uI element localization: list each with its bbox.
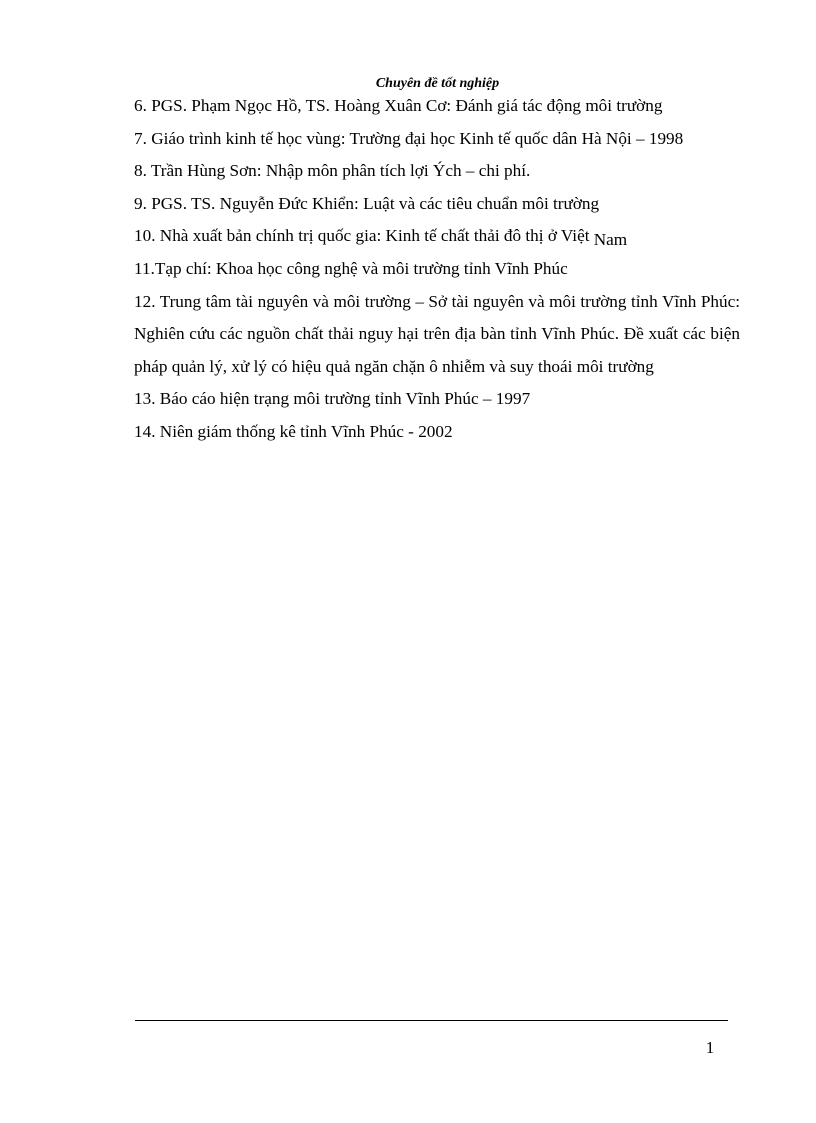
reference-item <box>134 220 740 253</box>
reference-item-tail: Nam <box>593 230 628 250</box>
reference-item: 13. Báo cáo hiện trạng môi trường tỉnh Vĩnh Phúc – 1997 <box>134 389 531 409</box>
reference-item: 8. Trần Hùng Sơn: Nhập môn phân tích lợi Ých – chi phí. <box>134 161 531 181</box>
reference-item: 7. Giáo trình kinh tế học vùng: Trường đại học Kinh tế quốc dân Hà Nội – 1998 <box>134 128 684 148</box>
reference-list <box>134 90 740 449</box>
reference-item: 14. Niên giám thống kê tỉnh Vĩnh Phúc - 2002 <box>134 421 453 441</box>
reference-item: 12. Trung tâm tài nguyên và môi trường – Sở tài nguyên và môi trường tỉnh Vĩnh Phúc: Nghiên cứu các nguồn chất thải nguy hại trên địa bàn tỉnh Vĩnh Phúc. Đề xuất các biện pháp quản lý, xử lý có hiệu quả ngăn chặn ô nhiễm và suy thoái môi trường <box>134 291 740 376</box>
reference-item: 11.Tạp chí: Khoa học công nghệ và môi trường tỉnh Vĩnh Phúc <box>134 258 568 278</box>
reference-item: 6. PGS. Phạm Ngọc Hồ, TS. Hoàng Xuân Cơ: Đánh giá tác động môi trường <box>134 96 663 115</box>
reference-item-text: 10. Nhà xuất bản chính trị quốc gia: Kinh tế chất thải đô thị ở Việt <box>134 226 590 246</box>
reference-item: 9. PGS. TS. Nguyễn Đức Khiển: Luật và các tiêu chuẩn môi trường <box>134 193 600 213</box>
footer-divider <box>135 1020 728 1021</box>
page-number: 1 <box>705 1038 715 1057</box>
page-header-title: Chuyên đề tốt nghiệp <box>375 76 500 91</box>
